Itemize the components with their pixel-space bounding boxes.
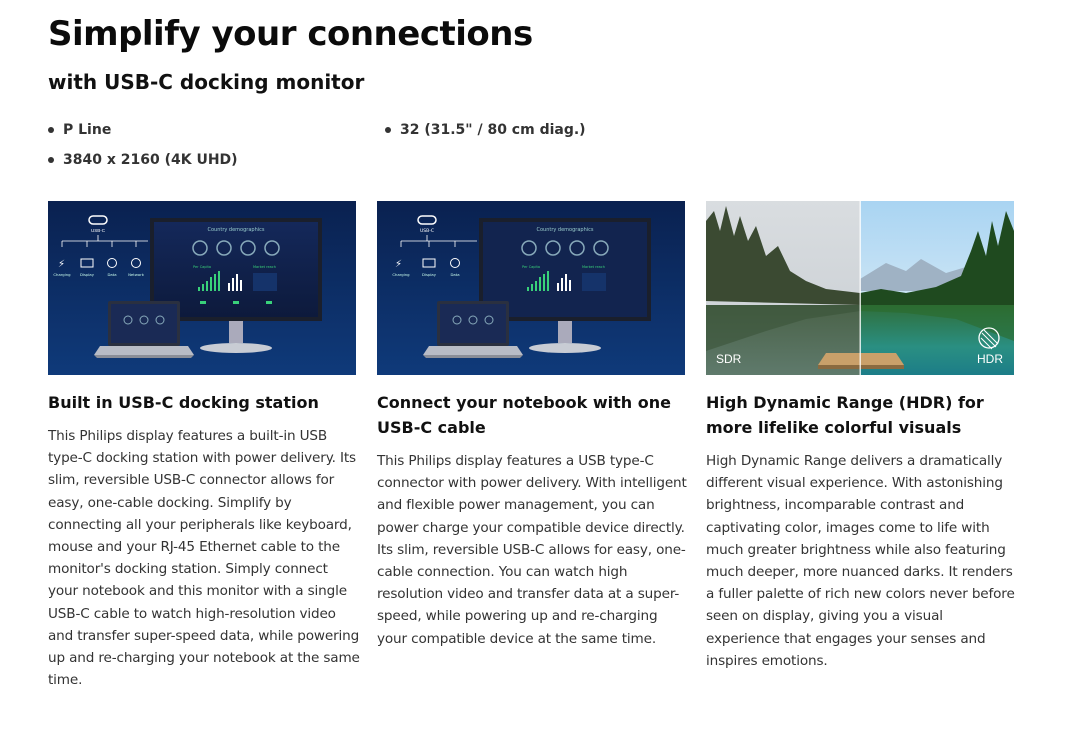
market-reach-label: Market reach xyxy=(253,265,276,269)
page-title: Simplify your connections xyxy=(48,14,533,54)
display-label: Display xyxy=(422,272,436,277)
charging-icon: ⚡ xyxy=(395,259,403,270)
screen-heading: Country demographics xyxy=(536,227,594,233)
card-title: High Dynamic Range (HDR) for more lifelike colorful visuals xyxy=(706,393,984,437)
spec-item xyxy=(385,122,586,138)
feature-card-notebook xyxy=(377,201,685,650)
hdr-comparison-image xyxy=(706,201,1014,375)
usbc-label: USB-C xyxy=(419,229,435,234)
card-description: High Dynamic Range delivers a dramatically different visual experience. With astonishing brightness, incomparable contrast and captivating color, images come to life with much greater brightness while also featuring much deeper, more nuanced darks. It renders a fuller palette of rich new colors never before seen on display, giving you a visual experience that engages your senses and inspires emotions. xyxy=(706,453,1015,669)
card-title: Built in USB-C docking station xyxy=(48,393,319,412)
docking-station-image xyxy=(48,201,356,375)
spec-item xyxy=(48,152,238,168)
feature-card-docking xyxy=(48,201,360,691)
spec-list xyxy=(48,122,768,182)
charging-label: Charging xyxy=(53,272,71,277)
bullet-icon xyxy=(48,127,54,133)
data-label: Data xyxy=(450,272,460,277)
display-label: Display xyxy=(80,272,94,277)
bullet-icon xyxy=(385,127,391,133)
spec-item xyxy=(48,122,111,138)
card-description: This Philips display features a USB type-C connector with power delivery. With intelligent and flexible power management, you can power charge your compatible device directly. Its slim, reversible USB-C allows for easy, one-cable connection. You can watch high resolution video and transfer data at a super-speed, while powering up and re-charging your compatible device at the same time. xyxy=(377,453,687,647)
bullet-icon xyxy=(48,157,54,163)
usbc-label: USB-C xyxy=(90,228,106,233)
screen-heading: Country demographics xyxy=(207,227,265,233)
per-capita-label: Per Capita xyxy=(193,265,211,269)
feature-card-hdr xyxy=(706,201,1014,672)
spec-text: P Line xyxy=(63,122,112,138)
spec-text: 3840 x 2160 (4K UHD) xyxy=(63,152,238,168)
card-title: Connect your notebook with one USB-C cable xyxy=(377,393,671,437)
market-reach-label: Market reach xyxy=(582,265,605,269)
spec-text: 32 (31.5" / 80 cm diag.) xyxy=(400,122,586,138)
per-capita-label: Per Capita xyxy=(522,265,540,269)
hdr-label: HDR xyxy=(977,352,1003,366)
notebook-connection-image xyxy=(377,201,685,375)
card-description: This Philips display features a built-in USB type-C docking station with power delivery. Its slim, reversible USB-C connector allows for easy, one-cable docking. Simplify by connecting all your peripherals like keyboard, mouse and your RJ-45 Ethernet cable to the monitor's docking station. Simply connect your notebook and this monitor with a single USB-C cable to watch high-resolution video and transfer super-speed data, while powering up and re-charging your notebook at the same time. xyxy=(48,428,360,689)
sdr-label: SDR xyxy=(716,352,742,366)
page-subtitle: with USB-C docking monitor xyxy=(48,70,365,94)
charging-icon: ⚡ xyxy=(58,259,66,270)
network-label: Network xyxy=(128,272,144,277)
charging-label: Charging xyxy=(392,272,410,277)
data-label: Data xyxy=(107,272,117,277)
